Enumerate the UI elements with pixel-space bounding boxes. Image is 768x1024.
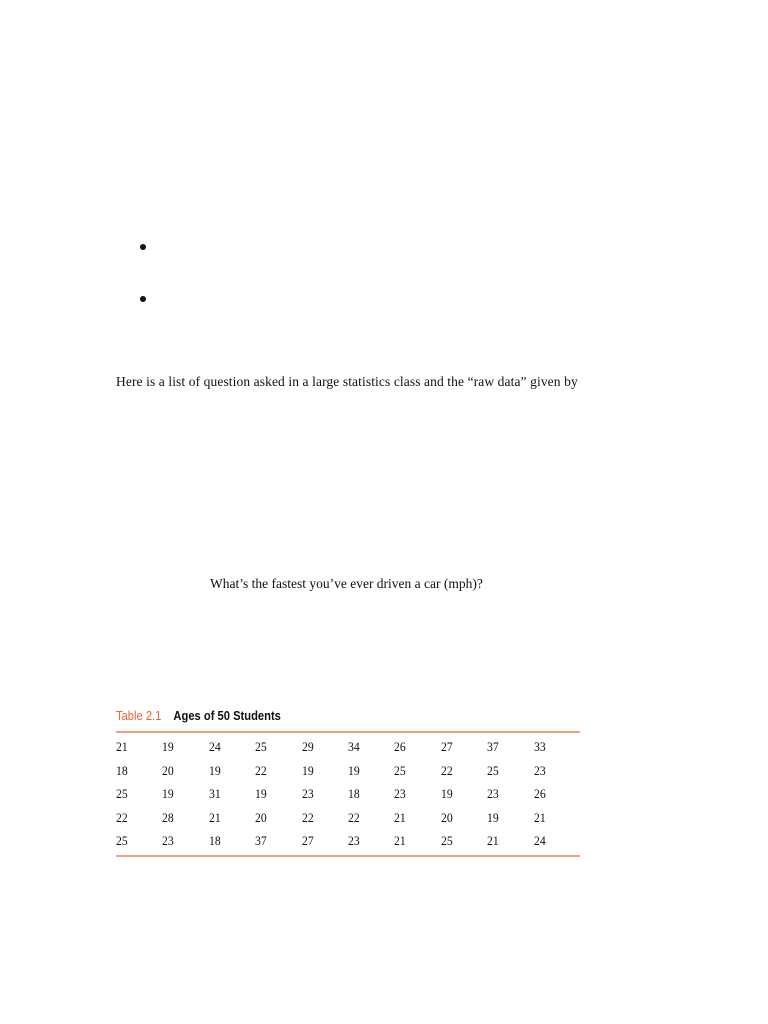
table-cell: 37 xyxy=(255,833,267,848)
table-cell: 21 xyxy=(487,833,499,848)
table-cell: 18 xyxy=(348,786,360,801)
table-cell: 31 xyxy=(208,786,221,801)
table-cell: 22 xyxy=(301,809,314,825)
table-cell: 22 xyxy=(116,809,128,825)
table-cell: 33 xyxy=(533,739,546,754)
table-cell: 29 xyxy=(301,739,314,754)
table-cell: 21 xyxy=(116,739,128,754)
table-cell: 37 xyxy=(487,739,499,754)
table-cell: 20 xyxy=(440,809,453,825)
table-cell: 19 xyxy=(162,739,175,754)
table-cell: 28 xyxy=(162,809,175,825)
table-cell: 26 xyxy=(533,786,546,801)
table-cell: 23 xyxy=(162,833,175,848)
ages-table xyxy=(116,708,580,857)
table-cell: 21 xyxy=(208,809,221,825)
table-cell: 25 xyxy=(116,786,128,801)
table-cell: 24 xyxy=(208,739,221,754)
bullet-point xyxy=(140,244,146,250)
table-body xyxy=(116,733,580,855)
table-cell: 22 xyxy=(440,762,453,778)
table-cell: 19 xyxy=(208,762,221,778)
table-caption xyxy=(116,708,515,730)
table-cell: 21 xyxy=(394,833,407,848)
table-cell: 25 xyxy=(440,833,453,848)
table-cell: 19 xyxy=(301,762,314,778)
table-cell: 27 xyxy=(440,739,453,754)
table-cell: 23 xyxy=(301,786,314,801)
bullet-point xyxy=(140,296,146,302)
table-cell: 21 xyxy=(394,809,407,825)
table-cell: 18 xyxy=(208,833,221,848)
question-text: What’s the fastest you’ve ever driven a car (mph)? xyxy=(210,576,483,591)
table-number-label: Table 2.1 xyxy=(116,708,162,723)
table-cell: 24 xyxy=(533,833,546,848)
table-cell: 23 xyxy=(348,833,360,848)
table-bottom-rule xyxy=(116,855,580,857)
table-cell: 20 xyxy=(255,809,267,825)
table-cell: 25 xyxy=(487,762,499,778)
table-cell: 19 xyxy=(440,786,453,801)
table-cell: 23 xyxy=(487,786,499,801)
table-cell: 19 xyxy=(348,762,360,778)
intro-paragraph: Here is a list of question asked in a large statistics class and the “raw data” given by xyxy=(116,374,578,389)
table-cell: 25 xyxy=(116,833,128,848)
table-cell: 26 xyxy=(394,739,407,754)
table-cell: 21 xyxy=(533,809,546,825)
table-cell: 18 xyxy=(116,762,128,778)
table-cell: 22 xyxy=(348,809,360,825)
table-cell: 25 xyxy=(255,739,267,754)
table-cell: 27 xyxy=(301,833,314,848)
table-cell: 22 xyxy=(255,762,267,778)
table-cell: 25 xyxy=(394,762,407,778)
table-title: Ages of 50 Students xyxy=(173,708,281,723)
table-cell: 23 xyxy=(533,762,546,778)
table-cell: 19 xyxy=(487,809,499,825)
table-cell: 23 xyxy=(394,786,407,801)
table-cell: 19 xyxy=(162,786,175,801)
table-cell: 34 xyxy=(348,739,360,754)
table-cell: 20 xyxy=(162,762,175,778)
table-cell: 19 xyxy=(255,786,267,801)
